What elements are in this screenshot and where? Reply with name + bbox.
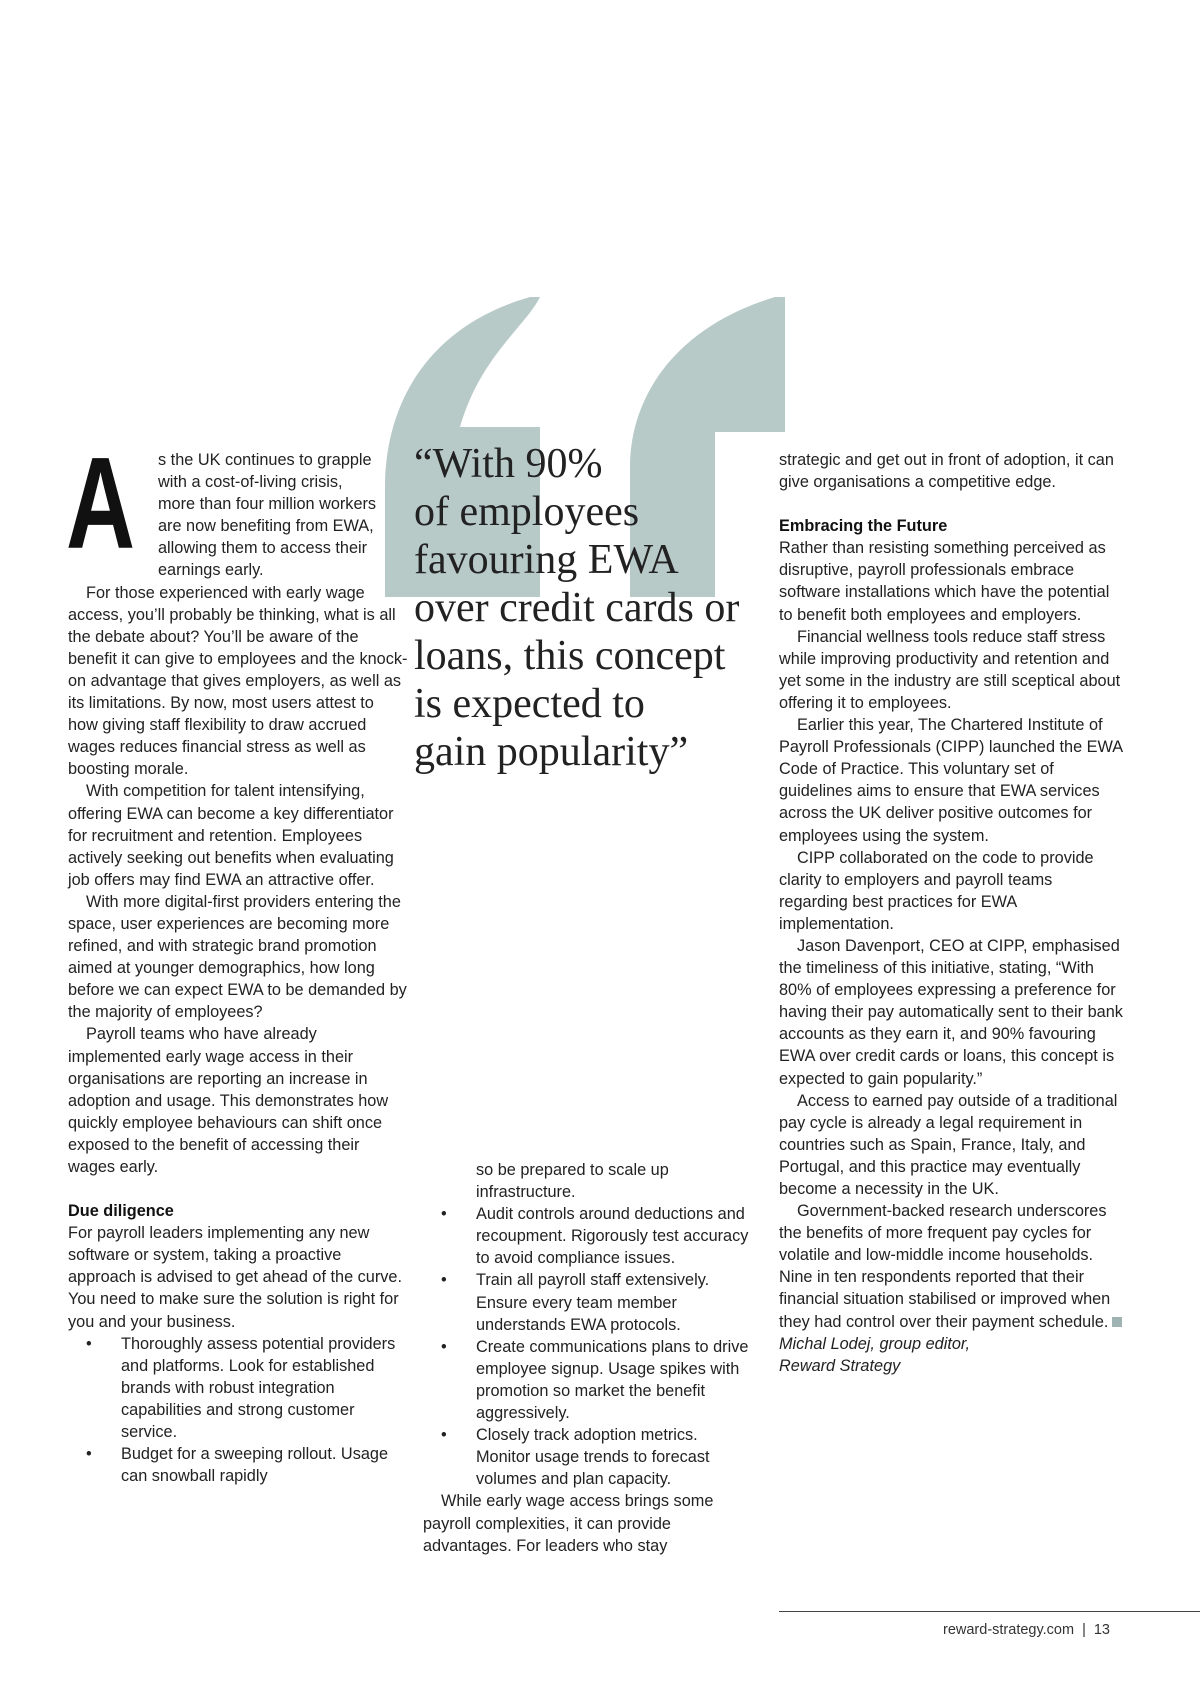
body-paragraph: For those experienced with early wage access, you’ll probably be thinking, what is all the debate about? You’ll be aware of the benefit it can give to employees and the knock-on advantage that gives employers, as well as its limitations. By now, most users attest to how giving staff flexibility to draw accrued wages reduces financial stress as well as boosting morale. xyxy=(68,583,408,779)
bullet-text: Closely track adoption metrics. Monitor usage trends to forecast volumes and plan capacity. xyxy=(476,1426,710,1489)
lead-line: s the UK continues to grapple xyxy=(158,451,372,469)
bullet-dot-icon: • xyxy=(441,1337,447,1356)
bullet-item xyxy=(68,1333,408,1443)
drop-cap-letter: A xyxy=(66,453,135,576)
lead-line: with a cost-of-living crisis, xyxy=(158,473,343,492)
body-paragraph: Rather than resisting something perceived as disruptive, payroll professionals embrace software installations which have the potential to benefit both employees and employers. xyxy=(779,539,1110,624)
pull-quote-line: favouring EWA xyxy=(414,537,679,583)
lead-line: are now benefiting from EWA, xyxy=(158,517,374,536)
bullet-item xyxy=(68,1443,408,1487)
paragraph-gap xyxy=(68,1178,408,1200)
bullet-text: Audit controls around deductions and recoupment. Rigorously test accuracy to avoid compliance issues. xyxy=(476,1205,749,1268)
lead-line: earnings early. xyxy=(158,561,264,580)
article-column-right xyxy=(779,449,1124,1377)
body-paragraph: While early wage access brings some payroll complexities, it can provide advantages. For leaders who stay xyxy=(423,1492,714,1555)
footer-site-link[interactable]: reward-strategy.com xyxy=(943,1622,1075,1638)
bullet-dot-icon: • xyxy=(441,1426,447,1445)
byline-publication: Reward Strategy xyxy=(779,1356,901,1375)
bullet-text: Create communications plans to drive employee signup. Usage spikes with promotion so market the benefit aggressively. xyxy=(476,1337,749,1423)
page-footer xyxy=(943,1622,1110,1638)
body-paragraph: CIPP collaborated on the code to provide clarity to employers and payroll teams regarding best practices for EWA implementation. xyxy=(779,848,1094,933)
bullet-text: Budget for a sweeping rollout. Usage can snowball rapidly xyxy=(121,1445,388,1486)
pull-quote-line: of employees xyxy=(414,489,640,535)
lead-paragraph xyxy=(68,449,408,582)
lead-line: more than four million workers xyxy=(158,495,377,514)
bullet-dot-icon: • xyxy=(441,1205,447,1224)
bullet-dot-icon: • xyxy=(86,1445,92,1464)
pull-quote xyxy=(414,440,744,776)
body-paragraph: Access to earned pay outside of a traditional pay cycle is already a legal requirement in countries such as Spain, France, Italy, and Portugal, and this practice may eventually become a necessity in the UK. xyxy=(779,1091,1118,1198)
page-number: 13 xyxy=(1093,1622,1110,1638)
pull-quote-line: “With 90% xyxy=(414,441,603,487)
body-paragraph: Financial wellness tools reduce staff stress while improving productivity and retention and yet some in the industry are still sceptical about offering it to employees. xyxy=(779,627,1121,712)
bullet-dot-icon: • xyxy=(441,1271,447,1290)
byline-author: Michal Lodej, group editor, xyxy=(779,1334,970,1353)
bullet-item xyxy=(423,1203,753,1269)
bullet-list xyxy=(68,1333,408,1488)
body-paragraph: Jason Davenport, CEO at CIPP, emphasised the timeliness of this initiative, stating, “With 80% of employees expressing a preference for having their pay automatically sent to their bank accounts as they earn it, and 90% favouring EWA over credit cards or loans, this concept is expected to gain popularity.” xyxy=(779,936,1123,1088)
bullet-list xyxy=(423,1159,753,1490)
lead-line: allowing them to access their xyxy=(158,539,368,558)
footer-divider xyxy=(779,1611,1200,1612)
end-of-article-square-icon xyxy=(1112,1317,1122,1327)
article-column-middle xyxy=(423,1159,753,1557)
drop-cap xyxy=(66,453,138,583)
bullet-continuation xyxy=(423,1159,753,1203)
pull-quote-line: is expected to xyxy=(414,681,645,727)
body-paragraph: For payroll leaders implementing any new software or system, taking a proactive approach is advised to get ahead of the curve. You need to make sure the solution is right for you and your business. xyxy=(68,1224,402,1331)
bullet-item xyxy=(423,1424,753,1490)
body-paragraph xyxy=(779,1200,1124,1333)
closing-paragraph-text: Government-backed research underscores the benefits of more frequent pay cycles for volatile and low-middle income households. Nine in ten respondents reported that their financial situation stabilised or improved when they had control over their payment schedule. xyxy=(779,1202,1111,1331)
article-column-left xyxy=(68,449,408,1487)
pull-quote-line: gain popularity” xyxy=(414,729,689,775)
bullet-text: so be prepared to scale up infrastructure. xyxy=(476,1161,669,1202)
body-paragraph: Earlier this year, The Chartered Institute of Payroll Professionals (CIPP) launched the EWA Code of Practice. This voluntary set of guidelines aims to ensure that EWA services across the UK deliver positive outcomes for employees using the system. xyxy=(779,716,1123,845)
footer-separator: | xyxy=(1082,1622,1086,1638)
body-paragraph: With more digital-first providers entering the space, user experiences are becoming more refined, and with strategic brand promotion aimed at younger demographics, how long before we can expect EWA to be demanded by the majority of employees? xyxy=(68,892,407,1022)
bullet-text: Train all payroll staff extensively. Ensure every team member understands EWA protocols. xyxy=(476,1271,710,1334)
section-heading-due-diligence: Due diligence xyxy=(68,1202,174,1221)
section-heading-embracing-future: Embracing the Future xyxy=(779,517,948,536)
body-paragraph: strategic and get out in front of adoption, it can give organisations a competitive edge. xyxy=(779,451,1114,492)
bullet-text: Thoroughly assess potential providers and platforms. Look for established brands with robust integration capabilities and strong customer service. xyxy=(121,1334,396,1442)
bullet-item xyxy=(423,1269,753,1335)
body-paragraph: With competition for talent intensifying, offering EWA can become a key differentiator for recruitment and retention. Employees actively seeking out benefits when evaluating job offers may find EWA an attractive offer. xyxy=(68,782,394,889)
bullet-item xyxy=(423,1336,753,1424)
pull-quote-line: loans, this concept xyxy=(414,633,726,679)
paragraph-gap xyxy=(779,493,1124,515)
bullet-dot-icon: • xyxy=(86,1334,92,1353)
body-paragraph: Payroll teams who have already implemented early wage access in their organisations are reporting an increase in adoption and usage. This demonstrates how quickly employee behaviours can shift once exposed to the benefit of accessing their wages early. xyxy=(68,1025,389,1176)
pull-quote-line: over credit cards or xyxy=(414,585,740,631)
